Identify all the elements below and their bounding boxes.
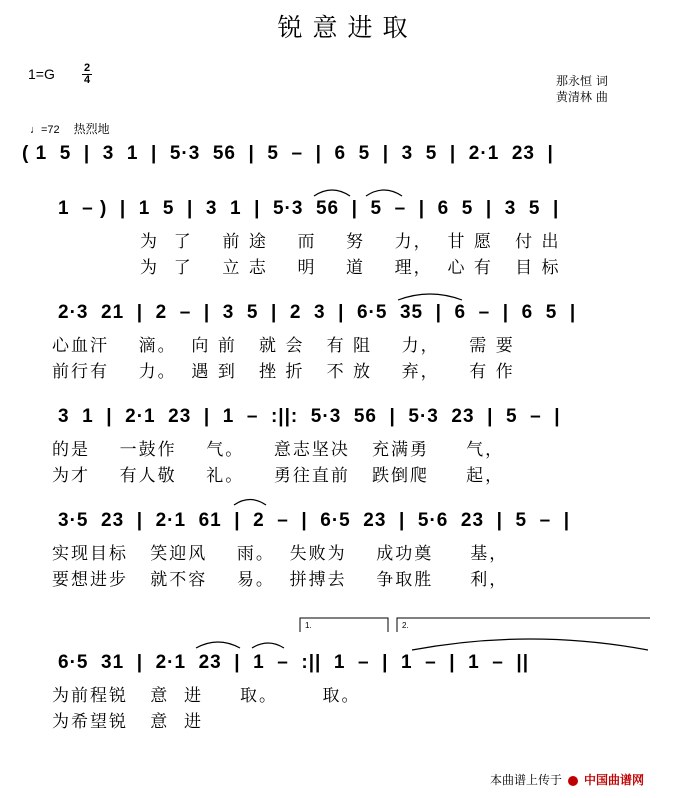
- lyric-line-4-verse-2: 为才 有人敬 礼。 勇往直前 跌倒爬 起，: [52, 466, 505, 486]
- lyric-line-2-verse-1: 为 了 前 途 而 努 力， 甘 愿 付 出: [140, 232, 561, 252]
- music-line-2: 1 – ) | 1 5 | 3 1 | 5·3 56 | 5 – | 6 5 | 3 5 |: [58, 198, 560, 219]
- song-title: 锐意进取: [277, 13, 418, 42]
- tempo-value: ♩=72: [30, 124, 60, 136]
- site-logo-icon: [568, 776, 578, 786]
- lyric-line-5-verse-2: 要想进步 就不容 易。 拼搏去 争取胜 利，: [52, 570, 509, 590]
- lyric-line-6-verse-1: 为前程锐 意 进 取。 取。: [52, 686, 361, 706]
- lyric-line-2-verse-2: 为 了 立 志 明 道 理， 心 有 目 标: [140, 258, 561, 278]
- lyric-line-6-verse-2: 为希望锐 意 进: [52, 712, 204, 732]
- lyric-line-4-verse-1: 的是 一鼓作 气。 意志坚决 充满勇 气，: [52, 440, 505, 460]
- volta-1: 1.: [305, 621, 312, 630]
- music-line-6: 6·5 31 | 2·1 23 | 1 – :|| 1 – | 1 – | 1 – ||: [58, 652, 530, 673]
- music-line-5: 3·5 23 | 2·1 61 | 2 – | 6·5 23 | 5·6 23 | 5 – |: [58, 510, 571, 531]
- time-signature-bottom: 4: [83, 74, 91, 86]
- mood-marking: 热烈地: [73, 122, 110, 136]
- footer-site[interactable]: 中国曲谱网: [584, 773, 645, 787]
- key-signature: 1=G: [28, 66, 55, 82]
- lyricist: 那永恒 词: [556, 74, 608, 88]
- music-line-3: 2·3 21 | 2 – | 3 5 | 2 3 | 6·5 35 | 6 – | 6 5 |: [58, 302, 577, 323]
- time-signature-top: 2: [83, 62, 91, 74]
- footer: [490, 771, 644, 788]
- footer-text: 本曲谱上传于: [490, 773, 563, 787]
- music-line-1: ( 1 5 | 3 1 | 5·3 56 | 5 – | 6 5 | 3 5 | 2·1 23 |: [22, 143, 554, 164]
- lyric-line-3-verse-2: 前行有 力。 遇 到 挫 折 不 放 弃， 有 作: [52, 362, 515, 382]
- lyric-line-3-verse-1: 心血汗 滴。 向 前 就 会 有 阻 力， 需 要: [52, 336, 515, 356]
- music-line-4: 3 1 | 2·1 23 | 1 – :||: 5·3 56 | 5·3 23 | 5 – |: [58, 406, 561, 427]
- volta-2: 2.: [402, 621, 409, 630]
- lyric-line-5-verse-1: 实现目标 笑迎风 雨。 失败为 成功奠 基，: [52, 544, 509, 564]
- composer: 黄清林 曲: [556, 90, 608, 104]
